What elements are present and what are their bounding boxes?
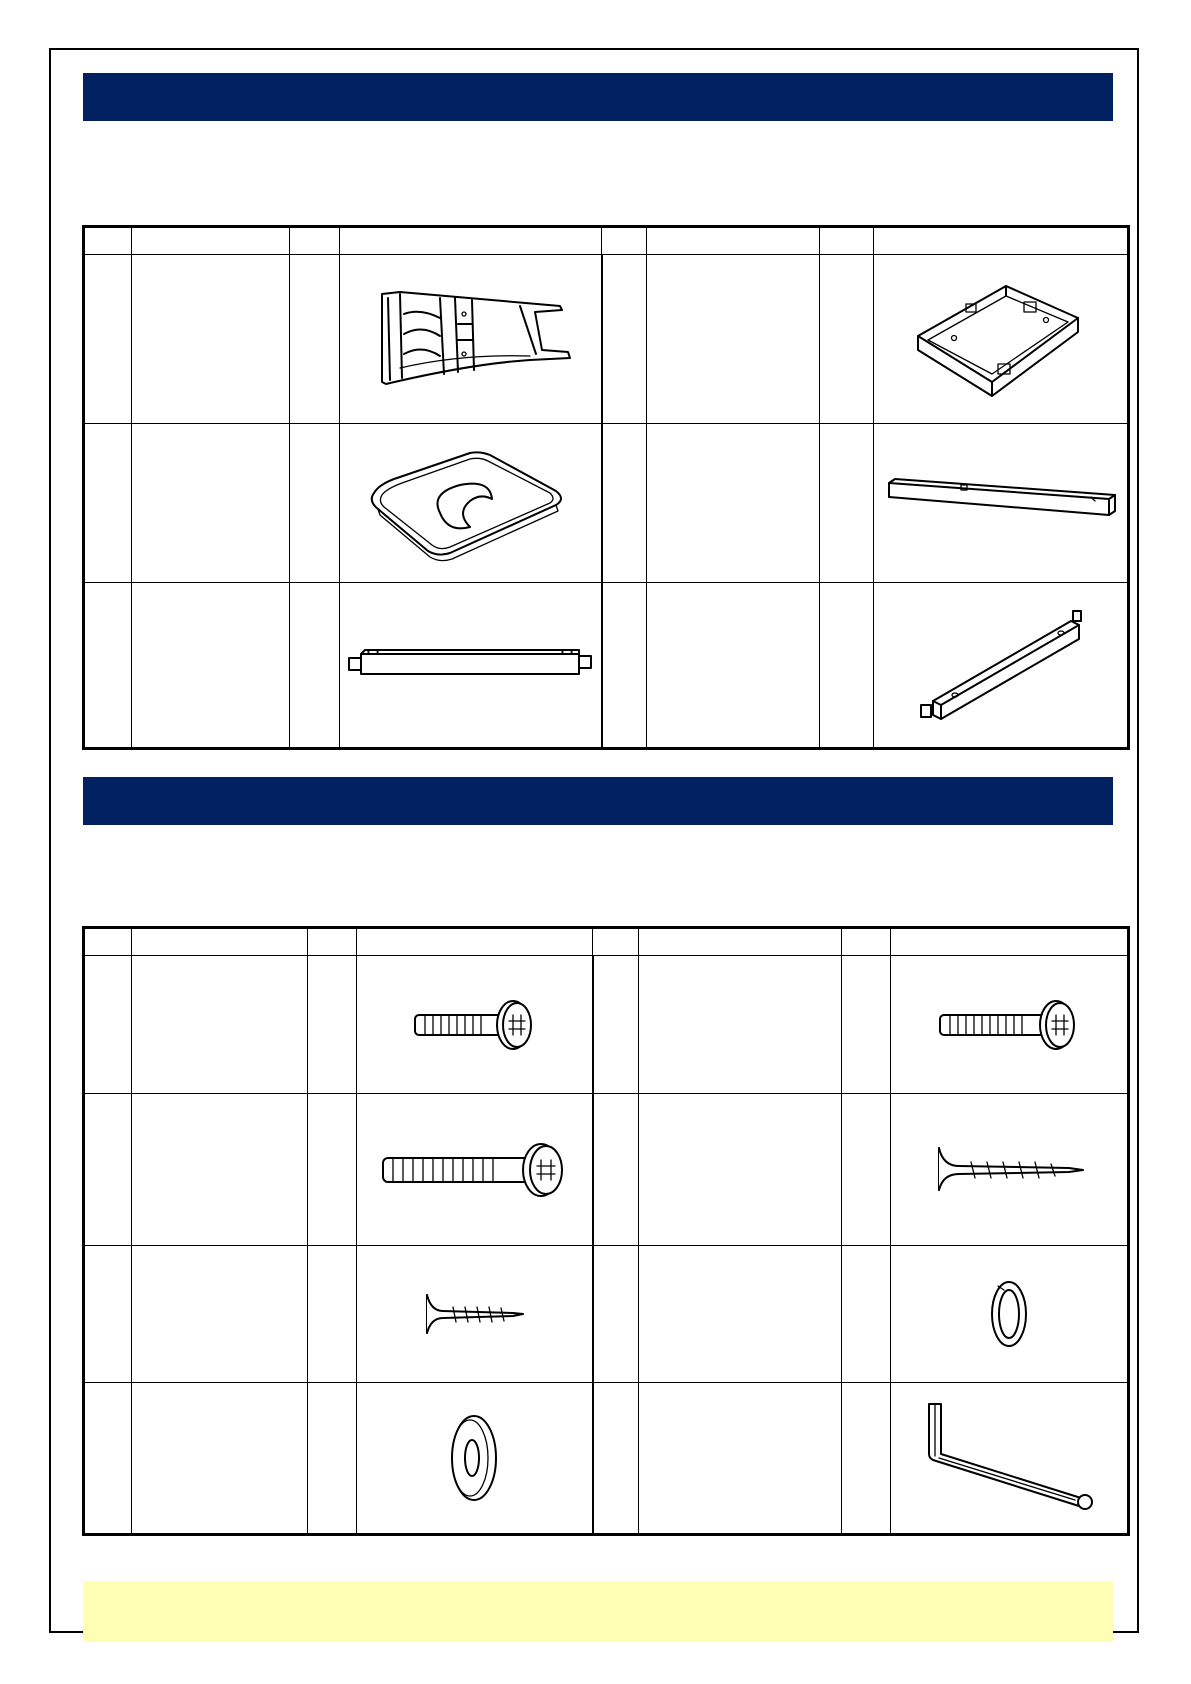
part-no [602,583,647,749]
hardware-qty [842,1094,891,1246]
hardware-picture [357,1246,593,1383]
hardware-section-banner [83,777,1113,825]
header-picture [874,227,1129,255]
part-description [132,583,290,749]
hardware-description [132,956,308,1094]
hardware-qty [308,1383,357,1535]
table-row [84,583,1129,749]
hardware-picture [357,1094,593,1246]
header-picture [891,928,1129,956]
hardware-picture [891,1094,1129,1246]
table-row [84,255,1129,424]
part-qty [820,255,874,424]
wood-screw-icon [929,1140,1089,1200]
hardware-no [84,956,132,1094]
front-stretcher-icon [345,640,595,690]
part-qty [820,424,874,583]
part-description [132,424,290,583]
hardware-no [593,956,639,1094]
short-bolt-icon [934,995,1084,1055]
table-row [84,1246,1129,1383]
header-no [602,227,647,255]
hardware-no [593,1094,639,1246]
parts-section-banner [83,73,1113,121]
part-picture [874,424,1129,583]
header-no [84,227,132,255]
hardware-description [132,1383,308,1535]
table-header-row [84,227,1129,255]
hardware-description [639,1383,842,1535]
part-picture [340,583,602,749]
wood-screw-icon [419,1289,529,1339]
hardware-description [639,1094,842,1246]
table-header-row [84,928,1129,956]
table-row [84,956,1129,1094]
hardware-description [639,1246,842,1383]
table-row [84,1383,1129,1535]
hardware-picture [357,956,593,1094]
header-description [132,227,290,255]
part-qty [290,424,340,583]
table-row [84,424,1129,583]
header-description [639,928,842,956]
hardware-no [84,1383,132,1535]
long-bolt-icon [379,1138,569,1202]
seat-cushion-icon [360,443,580,563]
part-qty [290,583,340,749]
hardware-no [84,1246,132,1383]
part-no [602,424,647,583]
header-description [647,227,820,255]
seat-frame-icon [906,274,1096,404]
hardware-qty [842,956,891,1094]
hardware-picture [357,1383,593,1535]
part-description [647,255,820,424]
hardware-no [593,1383,639,1535]
hardware-qty [308,1094,357,1246]
header-qty [290,227,340,255]
hardware-qty [308,956,357,1094]
hardware-description [132,1094,308,1246]
part-picture [874,255,1129,424]
chair-back-frame-icon [360,284,580,394]
header-no [84,928,132,956]
allen-wrench-icon [919,1398,1099,1518]
flat-washer-icon [444,1408,504,1508]
hardware-qty [308,1246,357,1383]
part-no [84,255,132,424]
header-qty [308,928,357,956]
part-qty [820,583,874,749]
part-description [132,255,290,424]
part-picture [874,583,1129,749]
hardware-table [82,926,1130,1536]
hardware-no [593,1246,639,1383]
header-description [132,928,308,956]
parts-table [82,225,1130,750]
part-qty [290,255,340,424]
side-stretcher-icon [911,605,1091,725]
hardware-picture [891,1246,1129,1383]
header-qty [820,227,874,255]
part-description [647,424,820,583]
header-no [593,928,639,956]
header-picture [340,227,602,255]
part-no [84,424,132,583]
hardware-no [84,1094,132,1246]
hardware-description [639,956,842,1094]
part-picture [340,424,602,583]
hardware-description [132,1246,308,1383]
hardware-qty [842,1246,891,1383]
hardware-picture [891,956,1129,1094]
part-no [602,255,647,424]
lock-washer-icon [984,1274,1034,1354]
note-banner [83,1581,1113,1642]
part-no [84,583,132,749]
header-picture [357,928,593,956]
table-row [84,1094,1129,1246]
hardware-qty [842,1383,891,1535]
side-rail-icon [881,473,1121,533]
header-qty [842,928,891,956]
part-picture [340,255,602,424]
short-bolt-icon [409,995,539,1055]
part-description [647,583,820,749]
hardware-picture [891,1383,1129,1535]
